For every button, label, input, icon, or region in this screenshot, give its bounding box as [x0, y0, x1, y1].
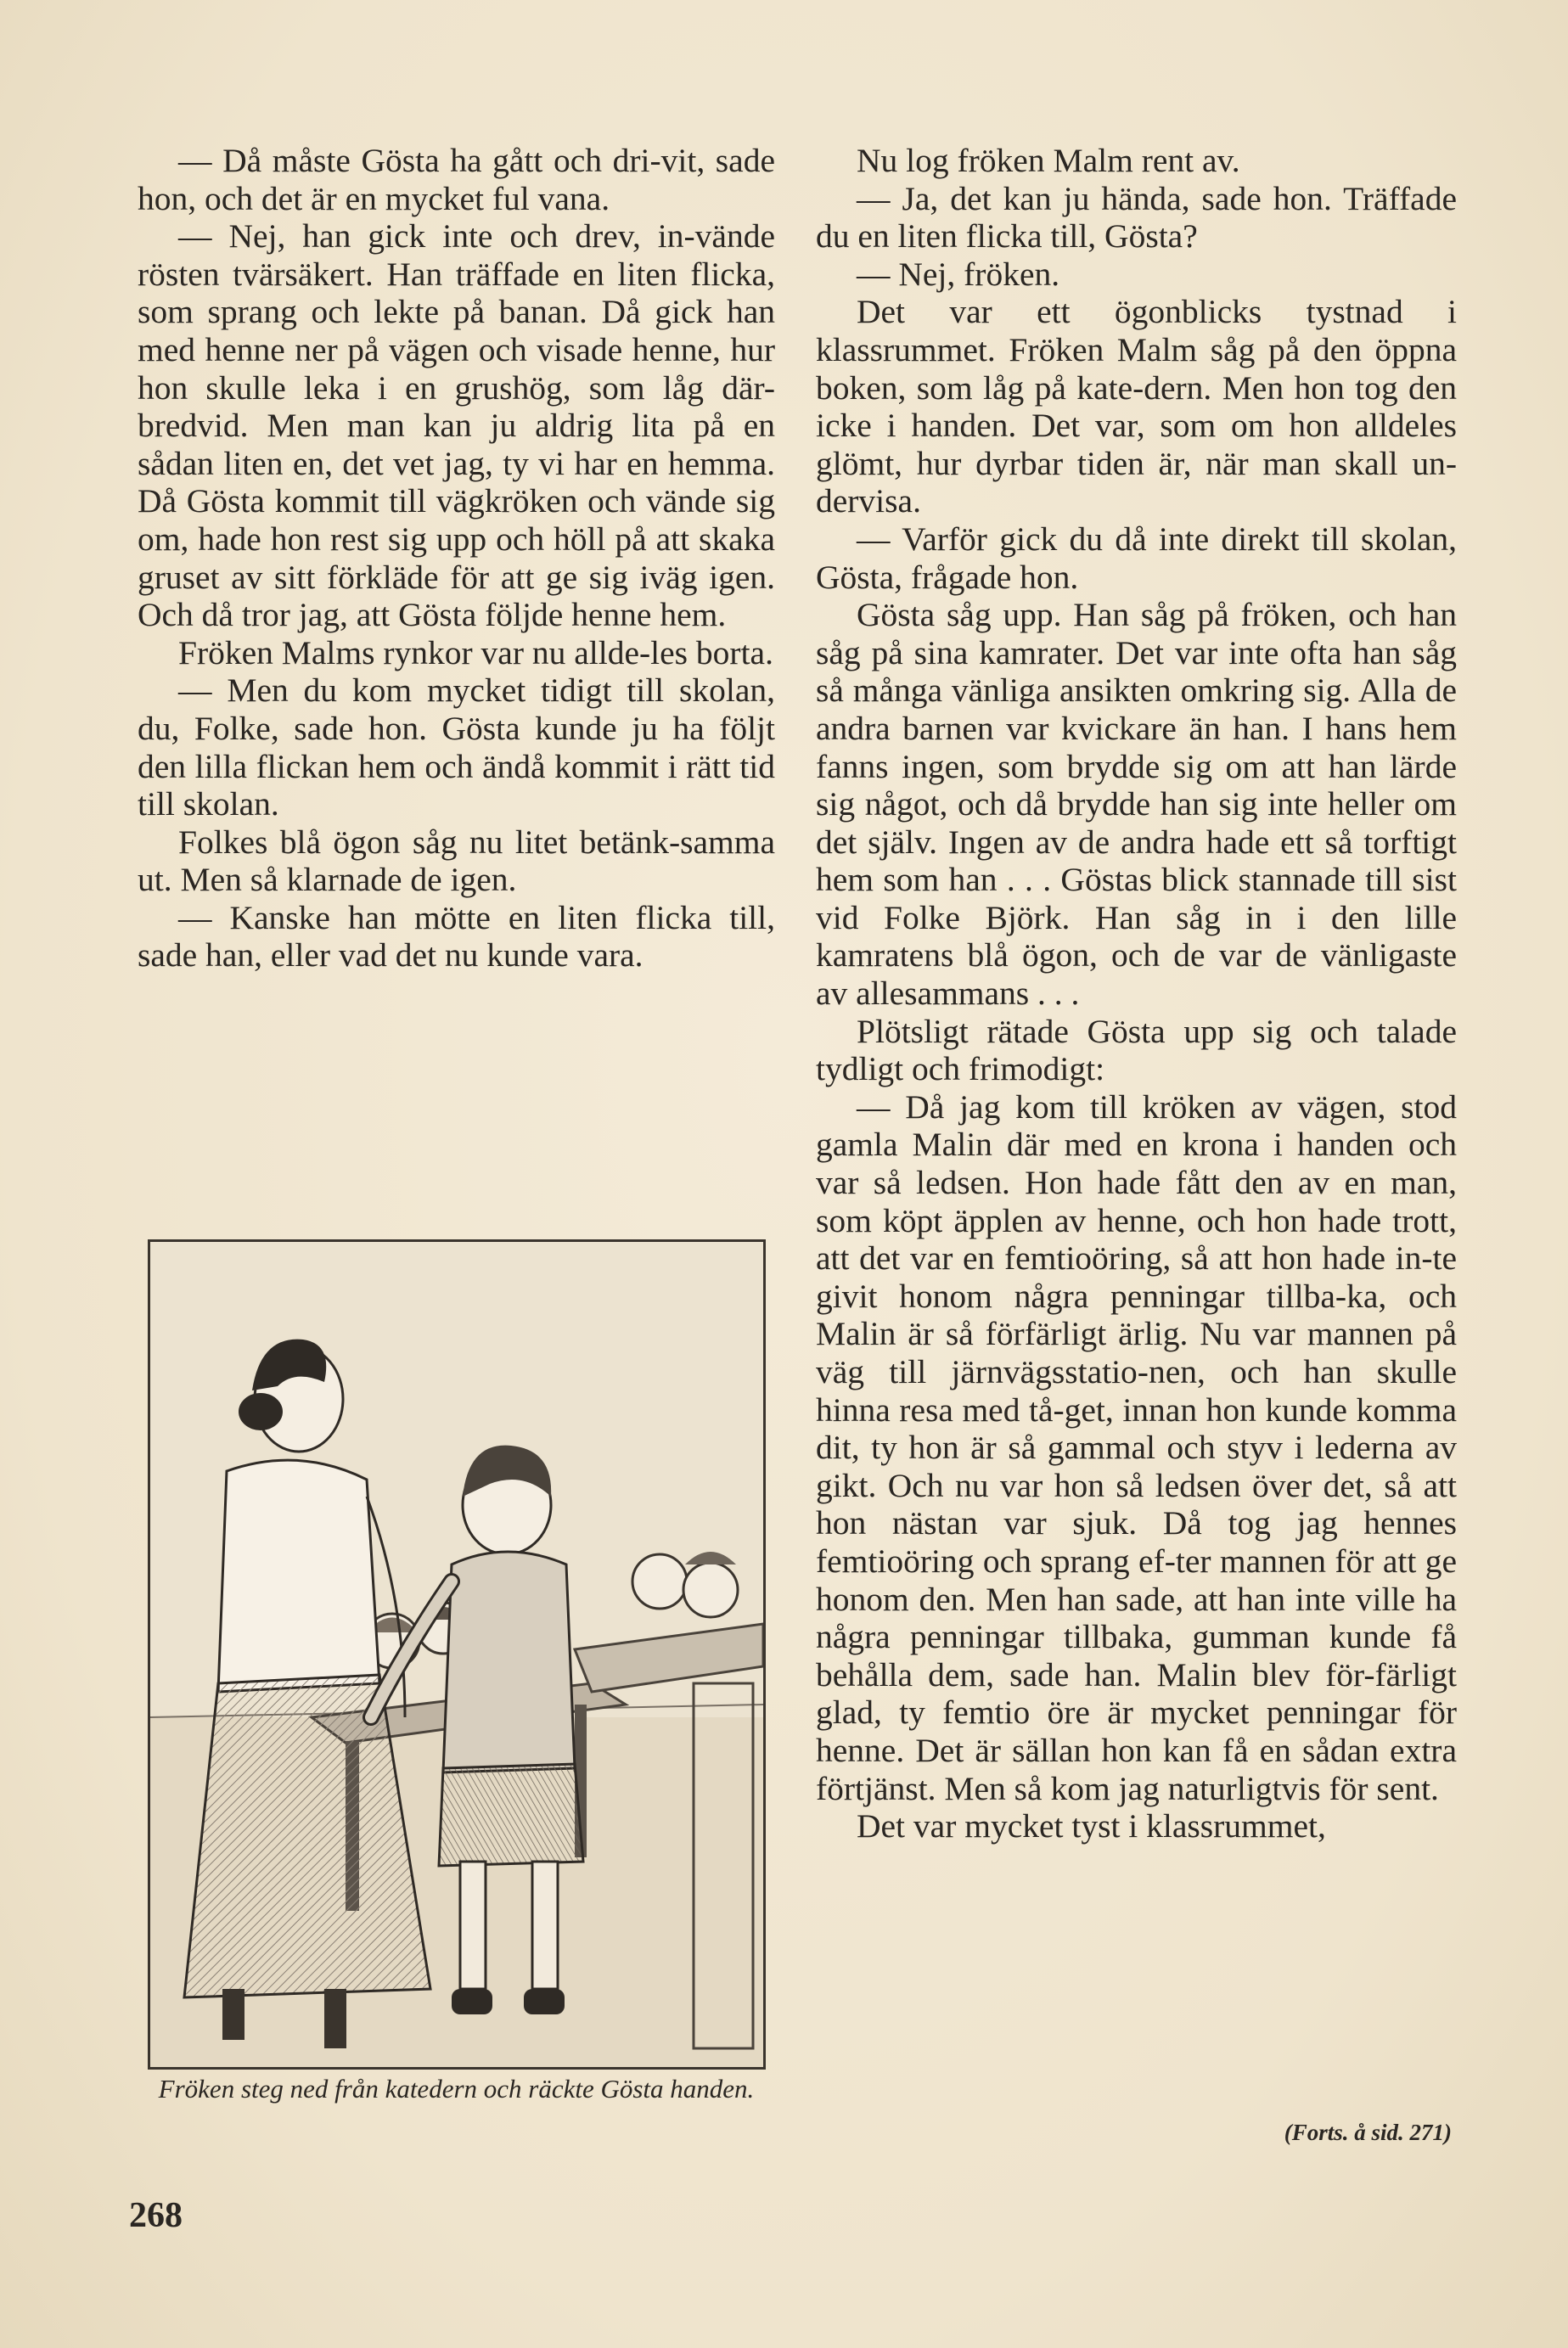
paragraph: — Ja, det kan ju hända, sade hon. Träffade du en liten flicka till, Gösta? [816, 179, 1457, 256]
continuation-note: (Forts. å sid. 271) [1284, 2120, 1452, 2145]
paragraph: — Nej, fröken. [857, 255, 1060, 293]
illustration-caption: Fröken steg ned från katedern och räckte Gösta handen. [158, 2074, 755, 2104]
paragraph: Gösta såg upp. Han såg på fröken, och han såg på sina kamrater. Det var inte ofta han såg så många vänliga ansikten omkring sig. Alla de andra barnen var kvickare än han. I hans hem fanns ingen, som brydde sig om att han lärde sig något, och då brydde han sig inte heller om det själv. Ingen av de andra hade ett så torftigt hem som han . . . Göstas blick stannade till sist vid Folke Björk. Han såg in i den lille kamratens blå ögon, och de var de vänligaste av allesammans . . . [816, 596, 1457, 1013]
paragraph: Fröken Malms rynkor var nu allde-les borta. [178, 633, 773, 671]
illustration-drawing [150, 1242, 763, 2067]
right-text-column [816, 142, 1457, 1845]
paragraph: — Då måste Gösta ha gått och dri-vit, sade hon, och det är en mycket ful vana. [138, 142, 775, 217]
paragraph: Det var ett ögonblicks tystnad i klassrummet. Fröken Malm såg på den öppna boken, som låg på kate-dern. Men hon tog den icke i handen. Det var, som om hon alldeles glömt, hur dyrbar tiden är, när man skall un-dervisa. [816, 293, 1457, 520]
paragraph: Det var mycket tyst i klassrummet, [857, 1807, 1326, 1845]
paragraph: Nu log fröken Malm rent av. [857, 142, 1240, 179]
paragraph: — Nej, han gick inte och drev, in-vände rösten tvärsäkert. Han träffade en liten flicka, som sprang och lekte på banan. Då gick han med henne ner på vägen och visade henne, hur hon skulle leka i en grushög, som låg där-bredvid. Men man kan ju aldrig lita på en sådan liten en, det vet jag, ty vi har en hemma. Då Gösta kommit till vägkröken och vände sig om, hade hon rest sig upp och höll på att skaka gruset av sitt förkläde för att ge sig iväg igen. Och då tror jag, att Gösta följde henne hem. [138, 217, 775, 634]
page-number: 268 [129, 2196, 183, 2235]
paragraph: Plötsligt rätade Gösta upp sig och talade tydligt och frimodigt: [816, 1012, 1457, 1088]
paragraph: — Men du kom mycket tidigt till skolan, du, Folke, sade hon. Gösta kunde ju ha följt den lilla flickan hem och ändå kommit i rätt tid till skolan. [138, 671, 775, 823]
paragraph: — Kanske han mötte en liten flicka till, sade han, eller vad det nu kunde vara. [138, 898, 775, 975]
paragraph: Folkes blå ögon såg nu litet betänk-samma ut. Men så klarnade de igen. [138, 823, 775, 899]
paragraph: — Då jag kom till kröken av vägen, stod gamla Malin där med en krona i handen och var så ledsen. Hon hade fått den av en man, som köpt äpplen av henne, och hon hade trott, att det var en femtioöring, så att hon hade in-te givit honom några penningar tillba-ka, och Malin är så förfärligt ärlig. Nu var mannen på väg till järnvägsstatio-nen, och han skulle hinna resa med tå-get, innan hon kunde komma dit, ty hon är så gammal och styv i lederna av gikt. Och nu var hon så ledsen över det, så att hon nästan var sjuk. Då tog jag hennes femtioöring och sprang ef-ter mannen för att ge honom den. Men han sade, att han inte ville ha några penningar tillbaka, gumman kunde få behålla dem, sade han. Malin blev för-färligt glad, ty femtio öre är mycket penningar för henne. Det är sällan hon kan få en sådan extra förtjänst. Men så kom jag naturligtvis för sent. [816, 1087, 1457, 1807]
classroom-illustration [148, 1239, 766, 2070]
left-text-column [138, 142, 775, 975]
paragraph: — Varför gick du då inte direkt till skolan, Gösta, frågade hon. [816, 520, 1457, 596]
